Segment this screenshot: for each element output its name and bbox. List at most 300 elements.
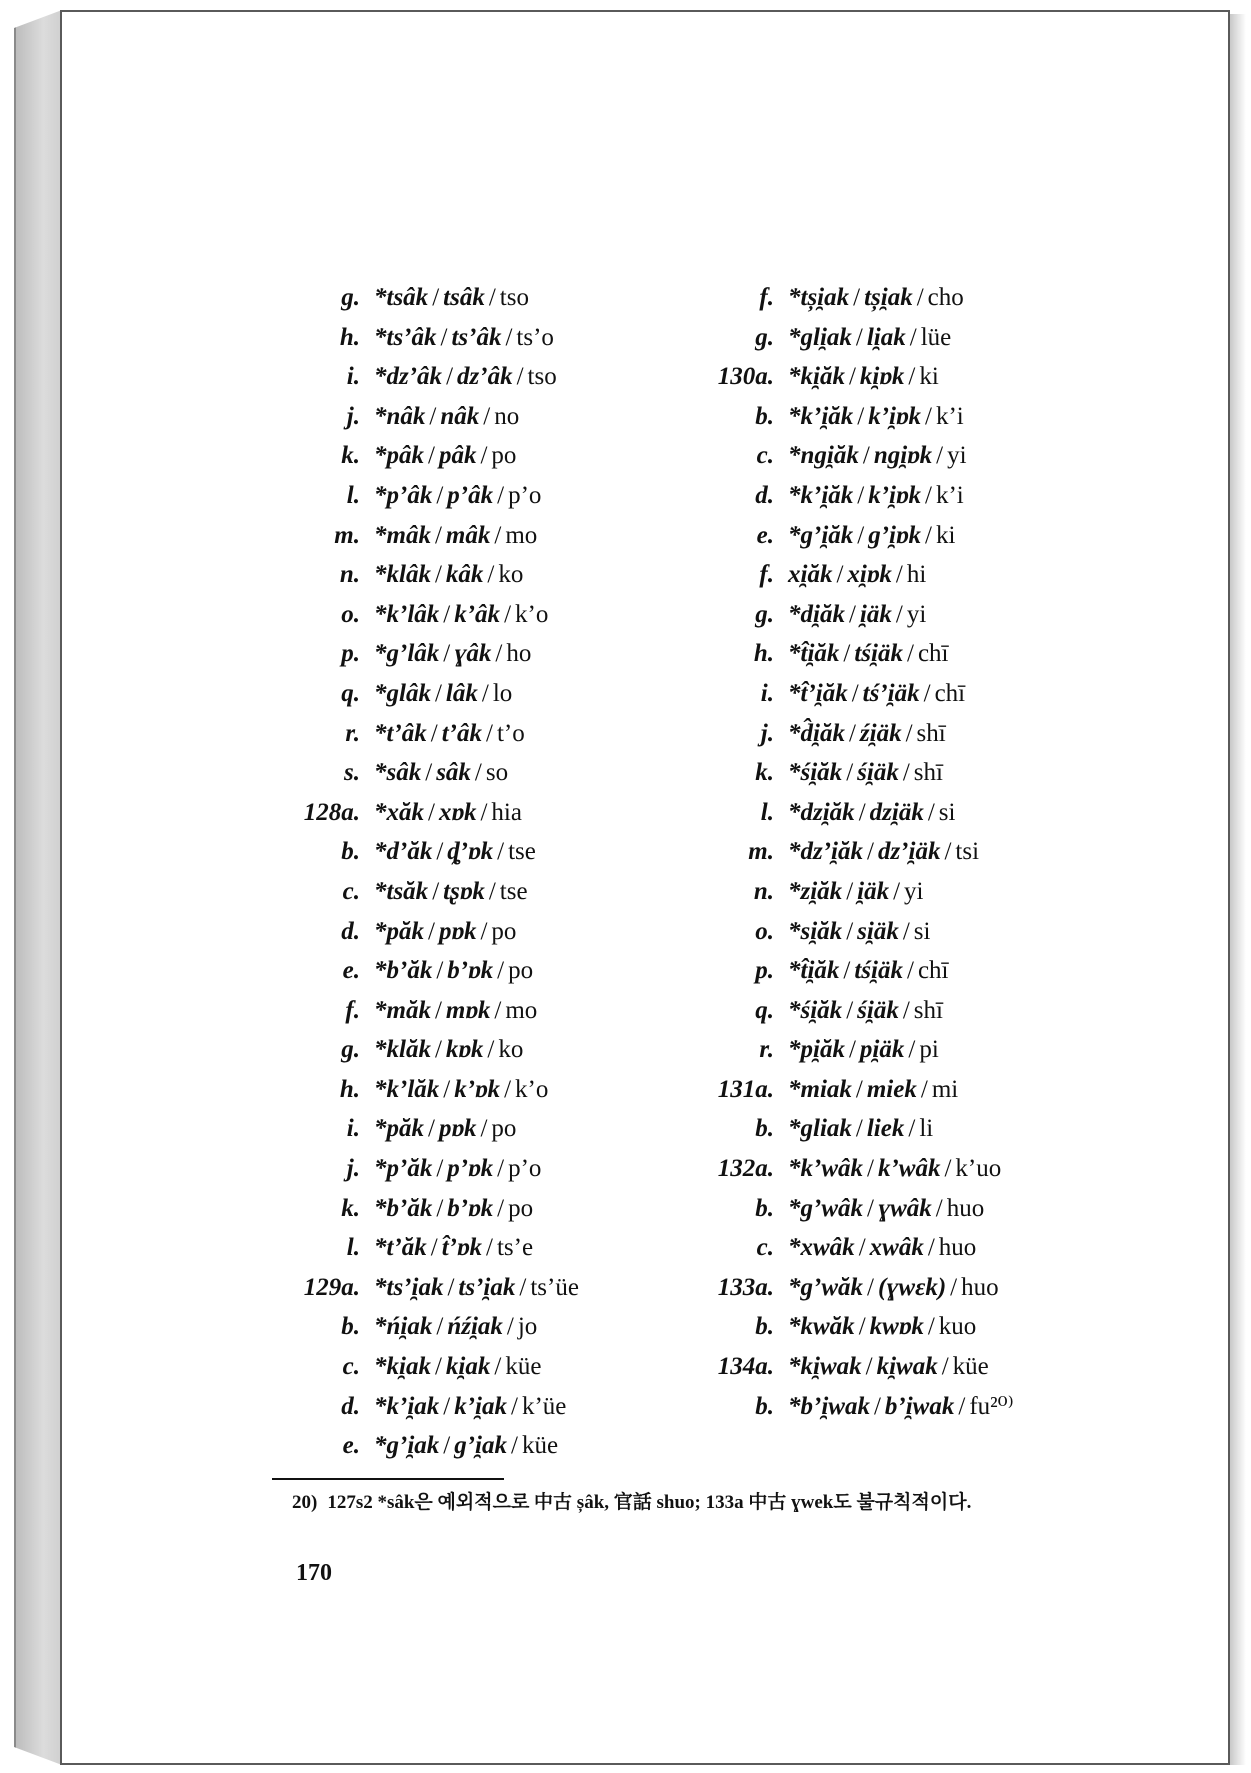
separator: / bbox=[855, 323, 863, 351]
middle-chinese: nâk bbox=[440, 402, 480, 430]
separator: / bbox=[443, 1432, 451, 1460]
middle-chinese: t̂’ɒk bbox=[441, 1234, 483, 1262]
separator: / bbox=[857, 481, 865, 509]
separator: / bbox=[443, 1392, 451, 1420]
entry-row bbox=[684, 1387, 1014, 1427]
separator: / bbox=[848, 719, 856, 747]
mandarin: ts’o bbox=[516, 323, 554, 351]
reconstruction: *k’wâk bbox=[788, 1155, 863, 1183]
reconstruction: *dz’i̯ăk bbox=[788, 838, 863, 866]
separator: / bbox=[941, 1353, 949, 1381]
mandarin: huo bbox=[961, 1273, 999, 1301]
entry-label: p. bbox=[755, 957, 774, 985]
middle-chinese: dz’âk bbox=[457, 363, 513, 391]
entry-row bbox=[684, 753, 1014, 793]
middle-chinese: g’i̯ak bbox=[454, 1432, 508, 1460]
entry-label: b. bbox=[755, 1392, 774, 1420]
entry-row bbox=[270, 1149, 579, 1189]
entry-row bbox=[270, 1070, 579, 1110]
entry-label: h. bbox=[339, 323, 360, 351]
entry-label: e. bbox=[756, 521, 774, 549]
entry-row bbox=[270, 1347, 579, 1387]
reconstruction: *b’ăk bbox=[374, 1194, 433, 1222]
mandarin: ko bbox=[498, 561, 524, 589]
mandarin: yi bbox=[947, 442, 967, 470]
mandarin: no bbox=[494, 402, 520, 430]
entry-row bbox=[684, 951, 1014, 991]
entry-row bbox=[684, 634, 1014, 674]
mandarin: chī bbox=[917, 957, 949, 985]
entry-label: l. bbox=[760, 798, 774, 826]
entry-label: j. bbox=[346, 1155, 360, 1183]
entry-row bbox=[270, 1426, 579, 1466]
middle-chinese: kâk bbox=[445, 561, 484, 589]
separator: / bbox=[494, 996, 502, 1024]
middle-chinese: g’i̯ɒk bbox=[868, 521, 922, 549]
middle-chinese: tsâk bbox=[443, 284, 485, 311]
middle-chinese: pâk bbox=[438, 442, 477, 470]
mandarin: po bbox=[491, 917, 517, 945]
separator: / bbox=[429, 402, 437, 430]
reconstruction: *xwâk bbox=[788, 1234, 855, 1262]
footnote-text: 127s2 *sâk은 예외적으로 中古 șâk, 官話 shuo; 133a 中古 ɣwek도 불규칙적이다. bbox=[327, 1492, 972, 1513]
separator: / bbox=[867, 1155, 874, 1183]
middle-chinese: mâk bbox=[445, 521, 491, 549]
entry-label: d. bbox=[341, 917, 360, 945]
middle-chinese: ɣâk bbox=[454, 640, 492, 668]
separator: / bbox=[925, 402, 932, 430]
reconstruction: *t’ăk bbox=[374, 1234, 427, 1262]
separator: / bbox=[497, 481, 505, 509]
mandarin: shī bbox=[916, 719, 946, 747]
separator: / bbox=[506, 1313, 514, 1341]
reconstruction: *păk bbox=[374, 917, 424, 945]
separator: / bbox=[909, 323, 917, 351]
entry-row bbox=[270, 793, 579, 833]
middle-chinese: k’âk bbox=[454, 600, 501, 628]
middle-chinese: xɒk bbox=[438, 798, 477, 826]
reconstruction: *tși̯ak bbox=[788, 284, 850, 311]
separator: / bbox=[440, 323, 448, 351]
separator: / bbox=[436, 481, 444, 509]
separator: / bbox=[925, 521, 932, 549]
middle-chinese: ȡ’ɒk bbox=[447, 838, 494, 866]
reconstruction: *pâk bbox=[374, 442, 424, 470]
entry-row bbox=[684, 1307, 1014, 1347]
separator: / bbox=[516, 363, 524, 391]
separator: / bbox=[497, 1155, 505, 1183]
entry-row bbox=[270, 1307, 579, 1347]
separator: / bbox=[867, 1194, 874, 1222]
separator: / bbox=[434, 561, 442, 589]
reconstruction: *măk bbox=[374, 996, 431, 1024]
entry-label: l. bbox=[346, 1234, 360, 1262]
separator: / bbox=[916, 284, 924, 311]
mandarin: si bbox=[913, 917, 931, 945]
entry-label: i. bbox=[346, 363, 360, 391]
entry-row bbox=[684, 397, 1014, 437]
reconstruction: *k’lăk bbox=[374, 1075, 440, 1103]
mandarin: ho bbox=[506, 640, 532, 668]
mandarin: so bbox=[485, 759, 509, 787]
reconstruction: *b’ăk bbox=[374, 957, 433, 985]
entry-row bbox=[270, 714, 579, 754]
separator: / bbox=[895, 561, 903, 589]
entry-row bbox=[684, 318, 1014, 358]
middle-chinese: k’i̯ɒk bbox=[868, 481, 922, 509]
entry-row bbox=[684, 357, 1014, 397]
middle-chinese: b’ɒk bbox=[447, 957, 494, 985]
reconstruction: *g’i̯ak bbox=[374, 1432, 440, 1460]
reconstruction: *tsâk bbox=[374, 284, 429, 311]
middle-chinese: pɒk bbox=[438, 917, 477, 945]
reconstruction: *k’i̯ak bbox=[374, 1392, 440, 1420]
separator: / bbox=[906, 640, 914, 668]
separator: / bbox=[936, 442, 944, 470]
separator: / bbox=[511, 1432, 518, 1460]
page-edge-shadow bbox=[1230, 14, 1246, 1765]
separator: / bbox=[434, 679, 442, 707]
reconstruction: *k’i̯ăk bbox=[788, 481, 854, 509]
entry-row bbox=[684, 1070, 1014, 1110]
separator: / bbox=[436, 838, 444, 866]
entry-label: n. bbox=[339, 561, 360, 589]
entry-label: j. bbox=[346, 402, 360, 430]
reconstruction: *si̯ăk bbox=[788, 917, 843, 945]
reconstruction: *g’lâk bbox=[374, 640, 440, 668]
mandarin: mo bbox=[505, 521, 538, 549]
middle-chinese: xi̯ɒk bbox=[847, 561, 892, 589]
separator: / bbox=[488, 877, 496, 905]
separator: / bbox=[848, 1036, 856, 1064]
middle-chinese: lâk bbox=[445, 679, 478, 707]
separator: / bbox=[487, 1036, 495, 1064]
middle-chinese: sâk bbox=[436, 759, 471, 787]
middle-chinese: p’ɒk bbox=[447, 1155, 494, 1183]
reconstruction: *b’i̯wak bbox=[788, 1392, 870, 1420]
separator: / bbox=[483, 402, 491, 430]
entry-label: k. bbox=[341, 442, 360, 470]
entry-row bbox=[270, 753, 579, 793]
entry-row bbox=[684, 832, 1014, 872]
separator: / bbox=[436, 1194, 444, 1222]
mandarin: tsi bbox=[955, 838, 980, 866]
separator: / bbox=[434, 521, 442, 549]
entry-row bbox=[684, 1149, 1014, 1189]
entry-label: b. bbox=[755, 402, 774, 430]
mandarin: huo bbox=[938, 1234, 977, 1262]
mandarin: po bbox=[508, 1194, 534, 1222]
separator: / bbox=[504, 600, 512, 628]
reconstruction: *gliak bbox=[788, 1115, 852, 1143]
mandarin: küe bbox=[521, 1432, 559, 1460]
entry-label: g. bbox=[341, 284, 360, 311]
entry-label: 132a. bbox=[717, 1155, 774, 1183]
middle-chinese: ńźi̯ak bbox=[447, 1313, 503, 1341]
separator: / bbox=[443, 600, 451, 628]
mandarin: p’o bbox=[508, 481, 542, 509]
mandarin: chī bbox=[917, 640, 949, 668]
mandarin: yi bbox=[904, 877, 924, 905]
middle-chinese: k’wâk bbox=[877, 1155, 941, 1183]
separator: / bbox=[843, 957, 851, 985]
left-column bbox=[270, 278, 579, 1466]
entry-row bbox=[684, 1268, 1014, 1308]
mandarin: po bbox=[508, 957, 534, 985]
entry-row bbox=[270, 832, 579, 872]
mandarin: t’o bbox=[496, 719, 525, 747]
separator: / bbox=[486, 719, 493, 747]
separator: / bbox=[895, 600, 903, 628]
mandarin: ko bbox=[498, 1036, 524, 1064]
reconstruction: *dz’âk bbox=[374, 363, 443, 391]
separator: / bbox=[944, 838, 952, 866]
mandarin: tse bbox=[508, 838, 536, 866]
middle-chinese: i̯äk bbox=[859, 600, 892, 628]
middle-chinese: tśi̯äk bbox=[854, 640, 903, 668]
separator: / bbox=[908, 1036, 916, 1064]
reconstruction: *t̂i̯ăk bbox=[788, 957, 840, 985]
separator: / bbox=[432, 877, 440, 905]
entry-label: c. bbox=[342, 877, 360, 905]
separator: / bbox=[434, 1353, 442, 1381]
entry-row bbox=[270, 397, 579, 437]
entry-label: h. bbox=[339, 1075, 360, 1103]
reconstruction: *ki̯wak bbox=[788, 1353, 862, 1381]
entry-label: f. bbox=[759, 284, 774, 311]
reconstruction: *ńi̯ak bbox=[374, 1313, 433, 1341]
mandarin: mo bbox=[505, 996, 538, 1024]
entry-label: o. bbox=[755, 917, 774, 945]
entry-label: l. bbox=[346, 481, 360, 509]
mandarin: p’o bbox=[508, 1155, 542, 1183]
separator: / bbox=[927, 1313, 935, 1341]
middle-chinese: tś’i̯äk bbox=[862, 679, 920, 707]
separator: / bbox=[519, 1273, 527, 1301]
entry-row bbox=[270, 674, 579, 714]
separator: / bbox=[857, 402, 865, 430]
entry-row bbox=[684, 872, 1014, 912]
separator: / bbox=[495, 640, 503, 668]
entry-row bbox=[684, 793, 1014, 833]
entry-label: b. bbox=[341, 838, 360, 866]
separator: / bbox=[480, 442, 488, 470]
entry-row bbox=[684, 674, 1014, 714]
separator: / bbox=[425, 759, 433, 787]
separator: / bbox=[935, 1194, 943, 1222]
mandarin: hia bbox=[491, 798, 522, 826]
mandarin: k’o bbox=[515, 1075, 549, 1103]
separator: / bbox=[434, 996, 442, 1024]
entry-row bbox=[684, 516, 1014, 556]
reconstruction: *k’lâk bbox=[374, 600, 440, 628]
reconstruction: *g’wâk bbox=[788, 1194, 863, 1222]
entry-label: 133a. bbox=[717, 1273, 774, 1301]
mandarin: k’i bbox=[935, 481, 964, 509]
middle-chinese: tʂɒk bbox=[443, 877, 485, 905]
separator: / bbox=[494, 1353, 502, 1381]
middle-chinese: śi̯äk bbox=[857, 996, 899, 1024]
mandarin: ts’e bbox=[496, 1234, 534, 1262]
entry-label: m. bbox=[334, 521, 360, 549]
separator: / bbox=[843, 640, 851, 668]
mandarin: ki bbox=[919, 363, 939, 391]
separator: / bbox=[488, 284, 496, 311]
mandarin: ki bbox=[935, 521, 956, 549]
separator: / bbox=[443, 1075, 451, 1103]
reconstruction: *di̯ăk bbox=[788, 600, 845, 628]
separator: / bbox=[902, 759, 910, 787]
entry-label: c. bbox=[756, 1234, 774, 1262]
entry-label: c. bbox=[756, 442, 774, 470]
mandarin: tse bbox=[499, 877, 528, 905]
separator: / bbox=[836, 561, 844, 589]
mandarin: mi bbox=[931, 1075, 959, 1103]
separator: / bbox=[958, 1392, 966, 1420]
separator: / bbox=[436, 1313, 444, 1341]
mandarin: shī bbox=[913, 759, 943, 787]
entry-label: o. bbox=[341, 600, 360, 628]
separator: / bbox=[846, 877, 854, 905]
separator: / bbox=[858, 1313, 866, 1341]
separator: / bbox=[920, 1075, 928, 1103]
separator: / bbox=[846, 917, 854, 945]
separator: / bbox=[430, 1234, 438, 1262]
entry-row bbox=[270, 278, 579, 318]
entry-row bbox=[270, 1109, 579, 1149]
separator: / bbox=[867, 1273, 874, 1301]
reconstruction: *pi̯ăk bbox=[788, 1036, 845, 1064]
entry-label: r. bbox=[759, 1036, 774, 1064]
reconstruction: *ts’i̯ak bbox=[374, 1273, 444, 1301]
entry-row bbox=[270, 1268, 579, 1308]
entry-row bbox=[270, 555, 579, 595]
reconstruction: *miak bbox=[788, 1075, 852, 1103]
separator: / bbox=[950, 1273, 958, 1301]
reconstruction: *ts’âk bbox=[374, 323, 437, 351]
separator: / bbox=[848, 363, 856, 391]
separator: / bbox=[902, 996, 910, 1024]
separator: / bbox=[902, 917, 910, 945]
reconstruction: *ki̯ak bbox=[374, 1353, 431, 1381]
middle-chinese: pi̯äk bbox=[859, 1036, 905, 1064]
footnote-number: 20) bbox=[292, 1492, 318, 1513]
entry-row bbox=[270, 912, 579, 952]
reconstruction: *kwăk bbox=[788, 1313, 855, 1341]
separator: / bbox=[853, 284, 861, 311]
entry-row bbox=[684, 1228, 1014, 1268]
entry-label: s. bbox=[344, 759, 360, 787]
middle-chinese: si̯äk bbox=[857, 917, 899, 945]
separator: / bbox=[428, 798, 435, 826]
separator: / bbox=[865, 1353, 873, 1381]
entry-label: i. bbox=[346, 1115, 360, 1143]
middle-chinese: kwɒk bbox=[869, 1313, 924, 1341]
reconstruction: *glâk bbox=[374, 679, 431, 707]
middle-chinese: b’i̯wak bbox=[884, 1392, 955, 1420]
separator: / bbox=[443, 640, 451, 668]
middle-chinese: kɒk bbox=[445, 1036, 484, 1064]
entry-label: m. bbox=[748, 838, 774, 866]
entry-row bbox=[684, 1189, 1014, 1229]
entry-label: 130a. bbox=[717, 363, 774, 391]
mandarin: k’uo bbox=[955, 1155, 1002, 1183]
reconstruction: *śi̯ăk bbox=[788, 996, 843, 1024]
entry-row bbox=[270, 476, 579, 516]
middle-chinese: pɒk bbox=[438, 1115, 477, 1143]
mandarin: shī bbox=[913, 996, 943, 1024]
middle-chinese: mɒk bbox=[445, 996, 491, 1024]
mandarin: k’o bbox=[515, 600, 549, 628]
separator: / bbox=[923, 679, 931, 707]
entry-row bbox=[270, 1228, 579, 1268]
middle-chinese: k’i̯ak bbox=[454, 1392, 508, 1420]
middle-chinese: tși̯ak bbox=[864, 284, 913, 311]
mandarin: hi bbox=[906, 561, 927, 589]
separator: / bbox=[925, 481, 932, 509]
entry-label: e. bbox=[342, 957, 360, 985]
middle-chinese: xwâk bbox=[869, 1234, 924, 1262]
entry-row bbox=[270, 595, 579, 635]
separator: / bbox=[436, 1155, 444, 1183]
entry-label: p. bbox=[341, 640, 360, 668]
middle-chinese: k’ɒk bbox=[454, 1075, 501, 1103]
entry-label: e. bbox=[342, 1432, 360, 1460]
reconstruction: *d’ăk bbox=[374, 838, 433, 866]
entry-label: i. bbox=[760, 679, 774, 707]
entry-label: c. bbox=[342, 1353, 360, 1381]
footnote-rule bbox=[272, 1478, 504, 1480]
entry-label: n. bbox=[753, 877, 774, 905]
reconstruction: xi̯ăk bbox=[788, 561, 833, 589]
mandarin: li bbox=[919, 1115, 934, 1143]
entry-row bbox=[270, 1387, 579, 1427]
entry-row bbox=[270, 436, 579, 476]
entry-row bbox=[270, 991, 579, 1031]
entry-label: g. bbox=[341, 1036, 360, 1064]
entry-label: 128a. bbox=[303, 798, 360, 826]
mandarin: chī bbox=[934, 679, 966, 707]
separator: / bbox=[436, 957, 444, 985]
entry-row bbox=[684, 278, 1014, 318]
middle-chinese: ngi̯ɒk bbox=[873, 442, 933, 470]
separator: / bbox=[480, 1115, 488, 1143]
middle-chinese: źi̯äk bbox=[859, 719, 902, 747]
entry-row bbox=[270, 634, 579, 674]
entry-label: j. bbox=[760, 719, 774, 747]
separator: / bbox=[893, 877, 901, 905]
entry-row bbox=[684, 1109, 1014, 1149]
entry-label: q. bbox=[755, 996, 774, 1024]
separator: / bbox=[494, 521, 502, 549]
separator: / bbox=[497, 838, 505, 866]
reconstruction: *xăk bbox=[374, 798, 424, 826]
separator: / bbox=[855, 1075, 863, 1103]
reconstruction: *t̂i̯ăk bbox=[788, 640, 840, 668]
middle-chinese: t’âk bbox=[441, 719, 483, 747]
middle-chinese: k’i̯ɒk bbox=[868, 402, 922, 430]
page-number: 170 bbox=[296, 1560, 332, 1586]
middle-chinese: dzi̯äk bbox=[869, 798, 924, 826]
entry-row bbox=[684, 1030, 1014, 1070]
entry-row bbox=[270, 1030, 579, 1070]
mandarin: yi bbox=[906, 600, 927, 628]
reconstruction: *d̂i̯ăk bbox=[788, 719, 845, 747]
middle-chinese: ɣwâk bbox=[877, 1194, 932, 1222]
separator: / bbox=[497, 1194, 505, 1222]
reconstruction: *klâk bbox=[374, 561, 431, 589]
separator: / bbox=[927, 1234, 935, 1262]
